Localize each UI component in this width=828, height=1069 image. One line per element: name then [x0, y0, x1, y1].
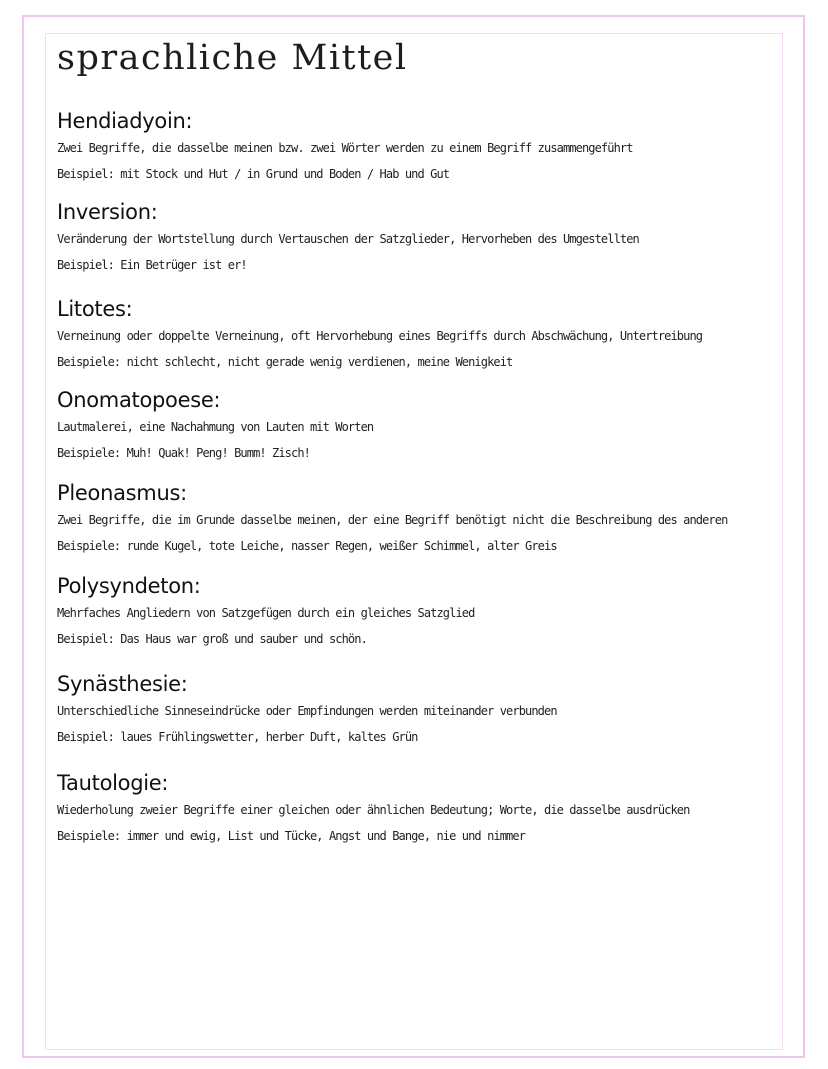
term-entry-litotes — [57, 295, 777, 375]
term-definition: Veränderung der Wortstellung durch Vertauschen der Satzglieder, Hervorheben des Umgestellten — [57, 232, 639, 246]
term-entry-tautologie — [57, 769, 777, 849]
term-heading: Inversion: — [57, 200, 158, 224]
term-definition: Verneinung oder doppelte Verneinung, oft Hervorhebung eines Begriffs durch Abschwächung, Untertreibung — [57, 329, 703, 343]
term-example: Beispiel: Das Haus war groß und sauber und schön. — [57, 632, 367, 646]
term-heading: Hendiadyoin: — [57, 109, 193, 133]
term-entry-polysyndeton — [57, 572, 777, 652]
term-definition: Zwei Begriffe, die im Grunde dasselbe meinen, der eine Begriff benötigt nicht die Beschreibung des anderen — [57, 513, 728, 527]
page-title: sprachliche Mittel — [57, 38, 408, 78]
term-definition: Unterschiedliche Sinneseindrücke oder Empfindungen werden miteinander verbunden — [57, 704, 557, 718]
term-definition: Mehrfaches Angliedern von Satzgefügen durch ein gleiches Satzglied — [57, 606, 475, 620]
term-definition: Lautmalerei, eine Nachahmung von Lauten mit Worten — [57, 420, 374, 434]
term-example: Beispiele: immer und ewig, List und Tücke, Angst und Bange, nie und nimmer — [57, 829, 526, 843]
term-heading: Synästhesie: — [57, 672, 188, 696]
term-example: Beispiele: runde Kugel, tote Leiche, nasser Regen, weißer Schimmel, alter Greis — [57, 539, 557, 553]
term-example: Beispiele: Muh! Quak! Peng! Bumm! Zisch! — [57, 446, 310, 460]
term-heading: Onomatopoese: — [57, 388, 221, 412]
term-entry-synaesthesie — [57, 670, 777, 750]
term-definition: Zwei Begriffe, die dasselbe meinen bzw. zwei Wörter werden zu einem Begriff zusammengeführt — [57, 141, 633, 155]
term-entry-hendiadyoin — [57, 107, 777, 187]
term-heading: Polysyndeton: — [57, 574, 201, 598]
term-entry-inversion — [57, 198, 777, 278]
term-example: Beispiele: nicht schlecht, nicht gerade wenig verdienen, meine Wenigkeit — [57, 355, 513, 369]
term-definition: Wiederholung zweier Begriffe einer gleichen oder ähnlichen Bedeutung; Worte, die dasselbe ausdrücken — [57, 803, 690, 817]
term-heading: Pleonasmus: — [57, 481, 187, 505]
term-example: Beispiel: Ein Betrüger ist er! — [57, 258, 247, 272]
term-example: Beispiel: mit Stock und Hut / in Grund und Boden / Hab und Gut — [57, 167, 450, 181]
term-entry-pleonasmus — [57, 479, 777, 559]
term-entry-onomatopoese — [57, 386, 777, 466]
term-heading: Litotes: — [57, 297, 133, 321]
term-heading: Tautologie: — [57, 771, 169, 795]
term-example: Beispiel: laues Frühlingswetter, herber Duft, kaltes Grün — [57, 730, 418, 744]
